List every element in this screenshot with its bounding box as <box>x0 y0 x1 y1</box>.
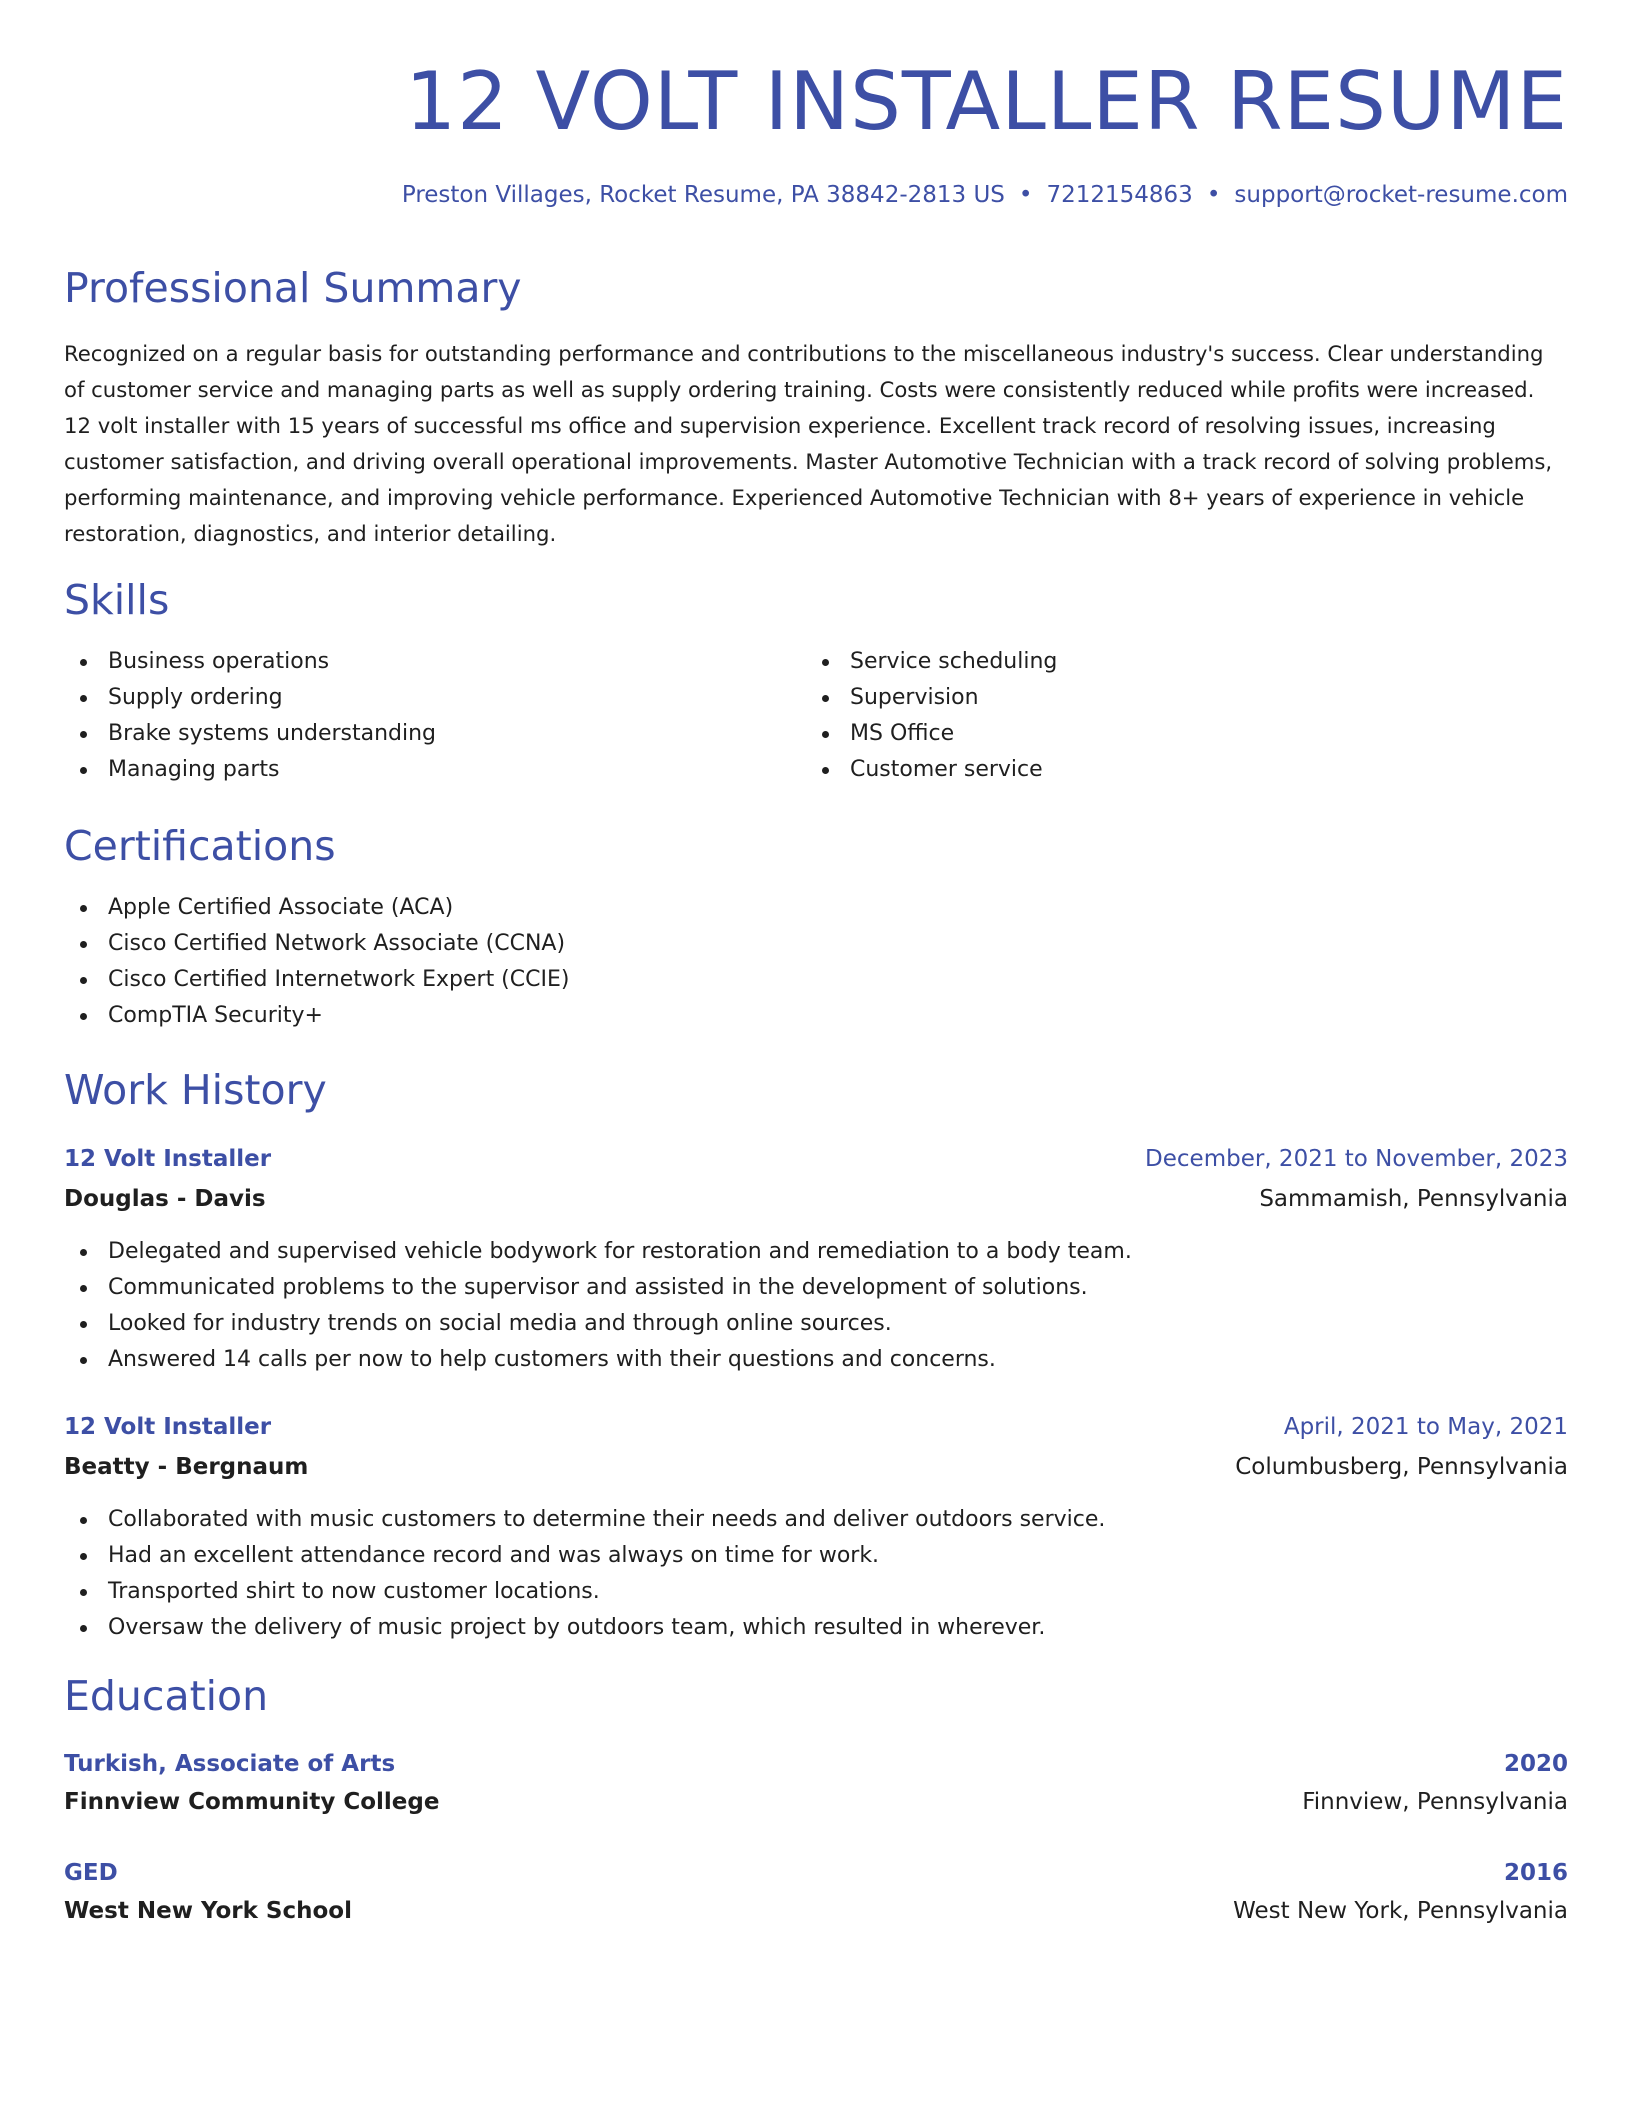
resume-title: 12 VOLT INSTALLER RESUME <box>405 55 1568 148</box>
certification-item: Apple Certified Associate (ACA) <box>64 890 569 926</box>
job-dates: December, 2021 to November, 2023 <box>1145 1146 1568 1172</box>
skill-item: Supply ordering <box>64 680 436 716</box>
certifications-list <box>64 890 569 1034</box>
job-bullet: Delegated and supervised vehicle bodywork for restoration and remediation to a body team. <box>64 1234 1132 1270</box>
job-bullet: Transported shirt to now customer locations. <box>64 1574 1105 1610</box>
job-bullets <box>64 1234 1132 1378</box>
skills-list-left <box>64 644 436 788</box>
job-header <box>64 1411 1568 1443</box>
job-company: Douglas - Davis <box>64 1186 266 1212</box>
job-company: Beatty - Bergnaum <box>64 1454 309 1480</box>
skill-item: Supervision <box>806 680 1057 716</box>
certification-item: Cisco Certified Network Associate (CCNA) <box>64 926 569 962</box>
skill-item: Service scheduling <box>806 644 1057 680</box>
certification-item: CompTIA Security+ <box>64 998 569 1034</box>
job-bullet: Collaborated with music customers to determine their needs and deliver outdoors service. <box>64 1502 1105 1538</box>
education-location: West New York, Pennsylvania <box>1233 1898 1568 1924</box>
education-school-row <box>64 1786 1568 1818</box>
contact-separator: • <box>1206 182 1221 208</box>
job-header <box>64 1143 1568 1175</box>
education-year: 2016 <box>1503 1860 1568 1886</box>
job-bullet: Communicated problems to the supervisor and assisted in the development of solutions. <box>64 1270 1132 1306</box>
skills-heading: Skills <box>64 576 170 624</box>
job-title: 12 Volt Installer <box>64 1146 272 1172</box>
education-location: Finnview, Pennsylvania <box>1302 1789 1568 1815</box>
contact-phone[interactable]: 7212154863 <box>1046 182 1193 208</box>
job-employer-row <box>64 1451 1568 1483</box>
education-year: 2020 <box>1503 1751 1568 1777</box>
education-header <box>64 1748 1568 1780</box>
education-degree: Turkish, Associate of Arts <box>64 1751 396 1777</box>
job-employer-row <box>64 1183 1568 1215</box>
education-school-row <box>64 1895 1568 1927</box>
skill-item: Business operations <box>64 644 436 680</box>
job-title: 12 Volt Installer <box>64 1414 272 1440</box>
skill-item: Brake systems understanding <box>64 716 436 752</box>
contact-line <box>402 182 1568 208</box>
job-bullet: Oversaw the delivery of music project by outdoors team, which resulted in wherever. <box>64 1610 1105 1646</box>
job-bullets <box>64 1502 1105 1646</box>
job-bullet: Looked for industry trends on social media and through online sources. <box>64 1306 1132 1342</box>
summary-heading: Professional Summary <box>64 264 522 312</box>
summary-text: Recognized on a regular basis for outstanding performance and contributions to the miscellaneous industry's success. Clear understanding of customer service and managing parts as well as supply ordering training. Costs were consistently reduced while profits were increased. 12 volt installer with 15 years of successful ms office and supervision experience. Excellent track record of resolving issues, increasing customer satisfaction, and driving overall operational improvements. Master Automotive Technician with a track record of solving problems, performing maintenance, and improving vehicle performance. Experienced Automotive Technician with 8+ years of experience in vehicle restoration, diagnostics, and interior detailing. <box>64 341 1553 546</box>
certifications-heading: Certifications <box>64 822 336 870</box>
contact-address: Preston Villages, Rocket Resume, PA 38842-2813 US <box>401 182 1005 208</box>
education-heading: Education <box>64 1672 269 1720</box>
job-location: Columbusberg, Pennsylvania <box>1235 1454 1568 1480</box>
skill-item: Customer service <box>806 752 1057 788</box>
education-header <box>64 1857 1568 1889</box>
skill-item: MS Office <box>806 716 1057 752</box>
education-school: Finnview Community College <box>64 1789 440 1815</box>
certification-item: Cisco Certified Internetwork Expert (CCIE) <box>64 962 569 998</box>
job-dates: April, 2021 to May, 2021 <box>1283 1414 1568 1440</box>
contact-email[interactable]: support@rocket-resume.com <box>1234 182 1568 208</box>
work-history-heading: Work History <box>64 1066 327 1114</box>
job-bullet: Answered 14 calls per now to help customers with their questions and concerns. <box>64 1342 1132 1378</box>
education-school: West New York School <box>64 1898 352 1924</box>
contact-separator: • <box>1018 182 1033 208</box>
job-location: Sammamish, Pennsylvania <box>1259 1186 1568 1212</box>
job-bullet: Had an excellent attendance record and was always on time for work. <box>64 1538 1105 1574</box>
education-degree: GED <box>64 1860 118 1886</box>
skills-list-right <box>806 644 1057 788</box>
skill-item: Managing parts <box>64 752 436 788</box>
